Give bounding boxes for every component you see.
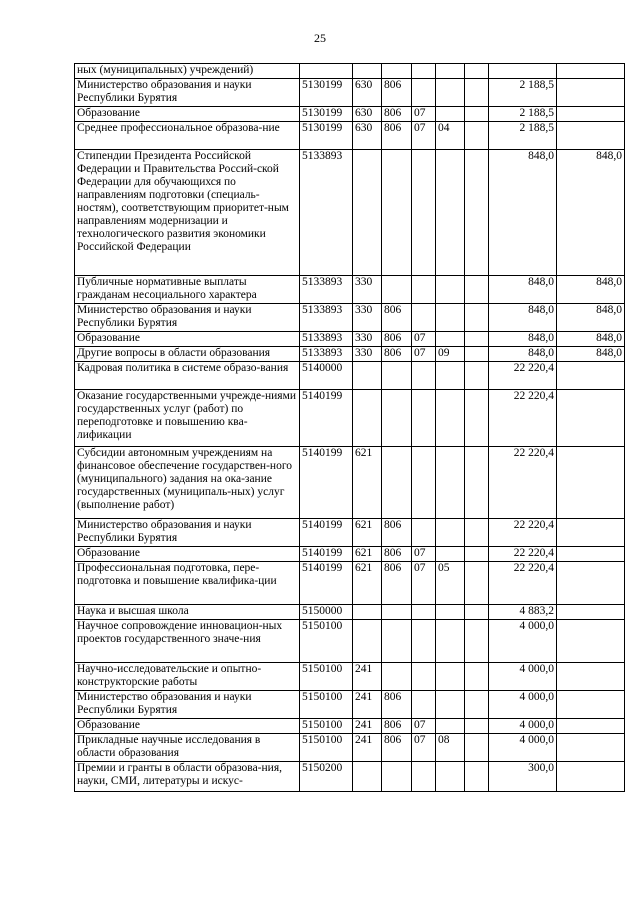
row-gr-cell: 806 — [382, 547, 412, 562]
row-gr-cell — [382, 620, 412, 663]
row-name-cell: Другие вопросы в области образования — [75, 347, 300, 362]
row-csr-cell: 5140199 — [300, 390, 353, 447]
table-body — [75, 64, 625, 792]
row-sum2-cell — [557, 362, 625, 390]
row-vr-cell: 630 — [353, 79, 382, 107]
row-sum2-cell — [557, 719, 625, 734]
row-vr-cell — [353, 605, 382, 620]
row-rz-cell — [412, 519, 436, 547]
row-pr-cell — [436, 663, 465, 691]
row-name-cell: Министерство образования и науки Республики Бурятия — [75, 691, 300, 719]
row-pr-cell — [436, 547, 465, 562]
row-sum-cell: 22 220,4 — [489, 447, 557, 519]
row-sum-cell: 848,0 — [489, 276, 557, 304]
row-name-cell: Наука и высшая школа — [75, 605, 300, 620]
row-empty-cell — [465, 605, 489, 620]
row-gr-cell: 806 — [382, 691, 412, 719]
row-pr-cell — [436, 64, 465, 79]
row-gr-cell: 806 — [382, 719, 412, 734]
row-sum2-cell: 848,0 — [557, 276, 625, 304]
row-csr-cell — [300, 64, 353, 79]
row-csr-cell: 5133893 — [300, 276, 353, 304]
row-empty-cell — [465, 276, 489, 304]
row-vr-cell: 330 — [353, 332, 382, 347]
row-name-cell: Среднее профессиональное образова-ние — [75, 122, 300, 150]
table-row — [75, 122, 625, 150]
row-sum-cell: 22 220,4 — [489, 390, 557, 447]
row-gr-cell: 806 — [382, 304, 412, 332]
row-vr-cell — [353, 362, 382, 390]
row-name-cell: Публичные нормативные выплаты гражданам несоциального характера — [75, 276, 300, 304]
row-sum2-cell — [557, 519, 625, 547]
row-pr-cell — [436, 304, 465, 332]
row-pr-cell: 05 — [436, 562, 465, 605]
row-empty-cell — [465, 547, 489, 562]
table-row — [75, 719, 625, 734]
row-vr-cell: 241 — [353, 719, 382, 734]
row-sum-cell: 2 188,5 — [489, 107, 557, 122]
row-empty-cell — [465, 762, 489, 792]
row-empty-cell — [465, 620, 489, 663]
row-gr-cell — [382, 605, 412, 620]
table-row — [75, 605, 625, 620]
row-name-cell: Стипендии Президента Российской Федерации и Правительства Россий-ской Федерации для обучающихся по направлениям подготовки (специаль-ностям), соответствующим приоритет-ным направлениям модернизации и технологического развития экономики Российской Федерации — [75, 150, 300, 276]
row-vr-cell — [353, 620, 382, 663]
row-csr-cell: 5150100 — [300, 691, 353, 719]
row-gr-cell: 806 — [382, 79, 412, 107]
row-vr-cell: 241 — [353, 663, 382, 691]
table-row — [75, 519, 625, 547]
row-sum2-cell — [557, 663, 625, 691]
row-sum2-cell — [557, 547, 625, 562]
table-row — [75, 347, 625, 362]
row-gr-cell: 806 — [382, 332, 412, 347]
table-row — [75, 547, 625, 562]
row-name-cell: Профессиональная подготовка, пере-подготовка и повышение квалифика-ции — [75, 562, 300, 605]
row-name-cell: Субсидии автономным учреждениям на финансовое обеспечение государствен-ного (муниципального) задания на ока-зание государственных (муниципаль-ных) услуг (выполнение работ) — [75, 447, 300, 519]
row-rz-cell — [412, 447, 436, 519]
row-csr-cell: 5140199 — [300, 547, 353, 562]
row-sum-cell: 22 220,4 — [489, 562, 557, 605]
row-sum2-cell — [557, 390, 625, 447]
row-sum2-cell: 848,0 — [557, 304, 625, 332]
row-empty-cell — [465, 332, 489, 347]
row-name-cell: Образование — [75, 547, 300, 562]
row-rz-cell: 07 — [412, 107, 436, 122]
table-row — [75, 762, 625, 792]
row-vr-cell — [353, 64, 382, 79]
row-gr-cell: 806 — [382, 122, 412, 150]
row-name-cell: Министерство образования и науки Республики Бурятия — [75, 304, 300, 332]
row-rz-cell — [412, 79, 436, 107]
row-csr-cell: 5140199 — [300, 447, 353, 519]
row-pr-cell: 09 — [436, 347, 465, 362]
row-sum-cell: 300,0 — [489, 762, 557, 792]
row-name-cell: Образование — [75, 107, 300, 122]
row-sum-cell: 848,0 — [489, 347, 557, 362]
row-sum-cell — [489, 64, 557, 79]
row-sum-cell: 2 188,5 — [489, 122, 557, 150]
row-csr-cell: 5150100 — [300, 620, 353, 663]
row-rz-cell — [412, 762, 436, 792]
row-empty-cell — [465, 562, 489, 605]
row-csr-cell: 5150100 — [300, 663, 353, 691]
row-name-cell: Научно-исследовательские и опытно-конструкторские работы — [75, 663, 300, 691]
table-row — [75, 276, 625, 304]
row-vr-cell: 621 — [353, 447, 382, 519]
row-name-cell: Министерство образования и науки Республики Бурятия — [75, 519, 300, 547]
row-sum-cell: 848,0 — [489, 304, 557, 332]
row-pr-cell — [436, 150, 465, 276]
row-vr-cell: 621 — [353, 547, 382, 562]
table-row — [75, 562, 625, 605]
row-sum-cell: 4 000,0 — [489, 734, 557, 762]
row-sum2-cell: 848,0 — [557, 150, 625, 276]
row-vr-cell: 241 — [353, 734, 382, 762]
row-pr-cell — [436, 447, 465, 519]
row-vr-cell: 630 — [353, 122, 382, 150]
row-empty-cell — [465, 663, 489, 691]
row-empty-cell — [465, 447, 489, 519]
row-csr-cell: 5140199 — [300, 562, 353, 605]
row-pr-cell: 08 — [436, 734, 465, 762]
row-vr-cell: 621 — [353, 562, 382, 605]
row-empty-cell — [465, 347, 489, 362]
row-csr-cell: 5150100 — [300, 719, 353, 734]
row-pr-cell — [436, 332, 465, 347]
row-csr-cell: 5130199 — [300, 107, 353, 122]
row-name-cell: Образование — [75, 332, 300, 347]
row-sum-cell: 4 883,2 — [489, 605, 557, 620]
row-sum-cell: 4 000,0 — [489, 719, 557, 734]
table-row — [75, 447, 625, 519]
row-name-cell: Премии и гранты в области образова-ния, науки, СМИ, литературы и искус- — [75, 762, 300, 792]
row-csr-cell: 5133893 — [300, 304, 353, 332]
row-sum-cell: 22 220,4 — [489, 362, 557, 390]
row-vr-cell: 621 — [353, 519, 382, 547]
row-sum2-cell: 848,0 — [557, 347, 625, 362]
row-empty-cell — [465, 719, 489, 734]
row-sum2-cell — [557, 691, 625, 719]
row-pr-cell — [436, 79, 465, 107]
row-pr-cell — [436, 519, 465, 547]
row-empty-cell — [465, 150, 489, 276]
row-rz-cell: 07 — [412, 562, 436, 605]
page-number: 25 — [314, 31, 326, 45]
row-sum-cell: 4 000,0 — [489, 620, 557, 663]
row-empty-cell — [465, 64, 489, 79]
row-rz-cell — [412, 362, 436, 390]
row-gr-cell: 806 — [382, 734, 412, 762]
row-sum2-cell — [557, 122, 625, 150]
row-rz-cell: 07 — [412, 122, 436, 150]
row-rz-cell — [412, 390, 436, 447]
row-sum2-cell — [557, 562, 625, 605]
row-sum-cell: 22 220,4 — [489, 519, 557, 547]
row-empty-cell — [465, 691, 489, 719]
row-sum2-cell — [557, 64, 625, 79]
row-vr-cell — [353, 150, 382, 276]
row-empty-cell — [465, 122, 489, 150]
row-name-cell: Кадровая политика в системе образо-вания — [75, 362, 300, 390]
table-row — [75, 64, 625, 79]
row-vr-cell: 241 — [353, 691, 382, 719]
row-sum2-cell — [557, 620, 625, 663]
row-gr-cell — [382, 64, 412, 79]
row-sum-cell: 4 000,0 — [489, 691, 557, 719]
row-sum2-cell: 848,0 — [557, 332, 625, 347]
row-gr-cell — [382, 362, 412, 390]
table-row — [75, 332, 625, 347]
row-gr-cell: 806 — [382, 562, 412, 605]
row-pr-cell — [436, 762, 465, 792]
row-pr-cell — [436, 390, 465, 447]
row-empty-cell — [465, 734, 489, 762]
row-rz-cell — [412, 276, 436, 304]
row-gr-cell: 806 — [382, 107, 412, 122]
row-csr-cell: 5150200 — [300, 762, 353, 792]
row-sum2-cell — [557, 605, 625, 620]
row-vr-cell: 330 — [353, 276, 382, 304]
row-gr-cell — [382, 150, 412, 276]
row-csr-cell: 5133893 — [300, 347, 353, 362]
table-row — [75, 691, 625, 719]
row-sum2-cell — [557, 447, 625, 519]
row-rz-cell: 07 — [412, 547, 436, 562]
row-rz-cell: 07 — [412, 734, 436, 762]
row-gr-cell — [382, 762, 412, 792]
table-row — [75, 150, 625, 276]
table-row — [75, 107, 625, 122]
table-row — [75, 734, 625, 762]
budget-table — [74, 63, 625, 792]
row-pr-cell — [436, 605, 465, 620]
row-vr-cell: 330 — [353, 347, 382, 362]
table-row — [75, 620, 625, 663]
row-vr-cell: 330 — [353, 304, 382, 332]
row-rz-cell: 07 — [412, 332, 436, 347]
row-sum-cell: 4 000,0 — [489, 663, 557, 691]
row-sum2-cell — [557, 762, 625, 792]
table-row — [75, 304, 625, 332]
row-vr-cell — [353, 762, 382, 792]
row-csr-cell: 5150000 — [300, 605, 353, 620]
row-empty-cell — [465, 362, 489, 390]
row-gr-cell — [382, 390, 412, 447]
row-pr-cell — [436, 362, 465, 390]
row-sum-cell: 22 220,4 — [489, 547, 557, 562]
row-rz-cell: 07 — [412, 347, 436, 362]
row-name-cell: Научное сопровождение инновацион-ных проектов государственного значе-ния — [75, 620, 300, 663]
row-sum2-cell — [557, 107, 625, 122]
row-gr-cell: 806 — [382, 519, 412, 547]
row-rz-cell — [412, 304, 436, 332]
row-rz-cell — [412, 620, 436, 663]
table-row — [75, 362, 625, 390]
row-gr-cell — [382, 447, 412, 519]
row-csr-cell: 5150100 — [300, 734, 353, 762]
table-row — [75, 390, 625, 447]
row-empty-cell — [465, 107, 489, 122]
row-sum-cell: 2 188,5 — [489, 79, 557, 107]
row-rz-cell — [412, 64, 436, 79]
table-row — [75, 79, 625, 107]
row-pr-cell — [436, 107, 465, 122]
row-empty-cell — [465, 390, 489, 447]
row-gr-cell: 806 — [382, 347, 412, 362]
table-row — [75, 663, 625, 691]
row-sum-cell: 848,0 — [489, 332, 557, 347]
row-sum2-cell — [557, 734, 625, 762]
row-pr-cell — [436, 691, 465, 719]
row-rz-cell — [412, 663, 436, 691]
row-pr-cell — [436, 276, 465, 304]
row-gr-cell — [382, 276, 412, 304]
row-name-cell: Образование — [75, 719, 300, 734]
row-sum2-cell — [557, 79, 625, 107]
row-vr-cell — [353, 390, 382, 447]
row-csr-cell: 5130199 — [300, 79, 353, 107]
row-csr-cell: 5133893 — [300, 150, 353, 276]
row-rz-cell: 07 — [412, 719, 436, 734]
row-name-cell: Прикладные научные исследования в области образования — [75, 734, 300, 762]
row-empty-cell — [465, 519, 489, 547]
row-vr-cell: 630 — [353, 107, 382, 122]
row-csr-cell: 5130199 — [300, 122, 353, 150]
row-gr-cell — [382, 663, 412, 691]
row-csr-cell: 5140000 — [300, 362, 353, 390]
row-name-cell: Министерство образования и науки Республики Бурятия — [75, 79, 300, 107]
row-rz-cell — [412, 691, 436, 719]
row-empty-cell — [465, 304, 489, 332]
row-csr-cell: 5140199 — [300, 519, 353, 547]
row-pr-cell — [436, 620, 465, 663]
row-csr-cell: 5133893 — [300, 332, 353, 347]
row-rz-cell — [412, 150, 436, 276]
row-pr-cell — [436, 719, 465, 734]
row-name-cell: ных (муниципальных) учреждений) — [75, 64, 300, 79]
row-pr-cell: 04 — [436, 122, 465, 150]
row-empty-cell — [465, 79, 489, 107]
row-sum-cell: 848,0 — [489, 150, 557, 276]
row-name-cell: Оказание государственными учрежде-ниями государственных услуг (работ) по переподготовке и повышению ква-лификации — [75, 390, 300, 447]
row-rz-cell — [412, 605, 436, 620]
